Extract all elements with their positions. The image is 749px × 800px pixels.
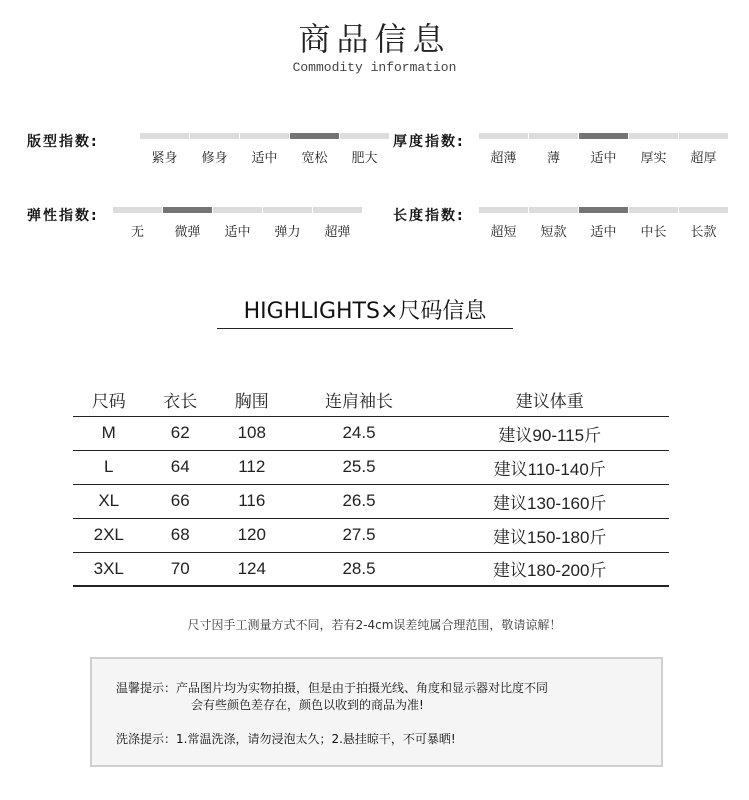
scale-indicator xyxy=(479,207,528,213)
table-cell: 120 xyxy=(216,518,288,552)
scale-indicator xyxy=(679,207,728,213)
fit-index-label: 版型指数: xyxy=(27,134,99,150)
scale-option-label: 适中 xyxy=(590,225,617,240)
elasticity-index-scale xyxy=(27,205,367,255)
table-cell: L xyxy=(73,450,145,484)
scale-options xyxy=(113,207,363,240)
header-weight: 建议体重 xyxy=(431,383,670,416)
scale-option-label: 超短 xyxy=(490,225,517,240)
scale-option xyxy=(140,133,189,166)
header-sleeve: 连肩袖长 xyxy=(288,383,431,416)
table-cell: 64 xyxy=(145,450,217,484)
table-row xyxy=(73,450,669,484)
elasticity-index-label: 弹性指数: xyxy=(27,208,99,224)
scale-option-label: 适中 xyxy=(590,151,617,166)
scale-option-label: 宽松 xyxy=(301,151,328,166)
table-cell: 24.5 xyxy=(288,416,431,450)
scale-indicator xyxy=(313,207,362,213)
scale-indicator xyxy=(190,133,239,139)
scale-indicator xyxy=(213,207,262,213)
scale-options xyxy=(479,133,729,166)
table-cell: XL xyxy=(73,484,145,518)
scale-indicator xyxy=(679,133,728,139)
scale-option xyxy=(479,133,528,166)
scale-option-label: 薄 xyxy=(546,151,560,166)
table-cell: 28.5 xyxy=(288,552,431,586)
tips-box xyxy=(90,657,663,767)
table-header-row xyxy=(73,383,669,416)
scale-option xyxy=(479,207,528,240)
scale-option xyxy=(340,133,389,166)
scale-indicator xyxy=(340,133,389,139)
scale-option xyxy=(263,207,312,240)
scale-option-label: 厚实 xyxy=(640,151,667,166)
table-cell: 124 xyxy=(216,552,288,586)
scale-option xyxy=(313,207,362,240)
scale-option-label: 弹力 xyxy=(274,225,301,240)
scale-option xyxy=(240,133,289,166)
scale-option xyxy=(629,133,678,166)
scale-option-label: 短款 xyxy=(540,225,567,240)
thickness-index-scale xyxy=(393,131,733,181)
scale-option-label: 中长 xyxy=(640,225,667,240)
scale-option xyxy=(213,207,262,240)
scale-option-label: 微弹 xyxy=(174,225,201,240)
table-cell: 27.5 xyxy=(288,518,431,552)
scale-option-label: 长款 xyxy=(690,225,717,240)
table-cell: 建议130-160斤 xyxy=(431,484,670,518)
scale-indicator xyxy=(140,133,189,139)
thickness-index-label: 厚度指数: xyxy=(393,134,465,150)
table-cell: 26.5 xyxy=(288,484,431,518)
length-index-scale xyxy=(393,205,733,255)
scale-option-label: 无 xyxy=(130,225,144,240)
scale-option xyxy=(579,207,628,240)
scale-option xyxy=(190,133,239,166)
table-cell: 2XL xyxy=(73,518,145,552)
table-cell: M xyxy=(73,416,145,450)
table-cell: 25.5 xyxy=(288,450,431,484)
page-subtitle: Commodity information xyxy=(292,60,457,75)
scale-indicator-selected xyxy=(579,207,628,213)
scale-indicator xyxy=(113,207,162,213)
table-row xyxy=(73,416,669,450)
warm-tip-line2: 会有些颜色差存在，颜色以收到的商品为准! xyxy=(191,698,424,712)
scale-option-label: 超厚 xyxy=(690,151,717,166)
scale-indicator xyxy=(240,133,289,139)
table-row xyxy=(73,518,669,552)
header-chest: 胸围 xyxy=(216,383,288,416)
table-cell: 70 xyxy=(145,552,217,586)
scale-option xyxy=(679,133,728,166)
scale-indicator xyxy=(629,207,678,213)
header-size: 尺码 xyxy=(73,383,145,416)
scale-option xyxy=(579,133,628,166)
scale-option-label: 适中 xyxy=(224,225,251,240)
highlights-title: HIGHLIGHTS×尺码信息 xyxy=(243,299,487,324)
page-title: 商品信息 xyxy=(298,20,451,58)
scale-option xyxy=(290,133,339,166)
table-cell: 116 xyxy=(216,484,288,518)
header-length: 衣长 xyxy=(145,383,217,416)
table-cell: 62 xyxy=(145,416,217,450)
scale-options xyxy=(140,133,390,166)
scale-option-label: 修身 xyxy=(201,151,228,166)
table-cell: 建议150-180斤 xyxy=(431,518,670,552)
table-cell: 3XL xyxy=(73,552,145,586)
scale-option-label: 紧身 xyxy=(151,151,178,166)
scale-indicator-selected xyxy=(290,133,339,139)
scale-option xyxy=(163,207,212,240)
scale-indicator xyxy=(529,207,578,213)
measurement-note: 尺寸因手工测量方式不同，若有2-4cm误差纯属合理范围，敬请谅解！ xyxy=(187,618,562,632)
table-row xyxy=(73,484,669,518)
table-cell: 108 xyxy=(216,416,288,450)
scale-option-label: 肥大 xyxy=(351,151,378,166)
scale-indicator-selected xyxy=(579,133,628,139)
scale-option-label: 超薄 xyxy=(490,151,517,166)
scale-indicator xyxy=(263,207,312,213)
table-cell: 建议110-140斤 xyxy=(431,450,670,484)
scale-indicator-selected xyxy=(163,207,212,213)
scale-option xyxy=(529,207,578,240)
scale-indicator xyxy=(529,133,578,139)
scale-option xyxy=(629,207,678,240)
highlights-underline xyxy=(217,328,513,329)
size-table xyxy=(73,383,669,587)
table-cell: 建议180-200斤 xyxy=(431,552,670,586)
scale-option xyxy=(679,207,728,240)
scale-option xyxy=(529,133,578,166)
table-row xyxy=(73,552,669,586)
table-cell: 112 xyxy=(216,450,288,484)
wash-tip: 洗涤提示：1.常温洗涤，请勿浸泡太久；2.悬挂晾干，不可暴晒! xyxy=(116,732,456,746)
table-cell: 68 xyxy=(145,518,217,552)
scale-indicator xyxy=(629,133,678,139)
warm-tip-line1: 温馨提示：产品图片均为实物拍摄，但是由于拍摄光线、角度和显示器对比度不同 xyxy=(116,681,549,695)
scale-option xyxy=(113,207,162,240)
scale-indicator xyxy=(479,133,528,139)
length-index-label: 长度指数: xyxy=(393,208,465,224)
table-cell: 建议90-115斤 xyxy=(431,416,670,450)
table-cell: 66 xyxy=(145,484,217,518)
scale-option-label: 超弹 xyxy=(324,225,351,240)
scale-option-label: 适中 xyxy=(251,151,278,166)
scale-options xyxy=(479,207,729,240)
fit-index-scale xyxy=(27,131,378,181)
